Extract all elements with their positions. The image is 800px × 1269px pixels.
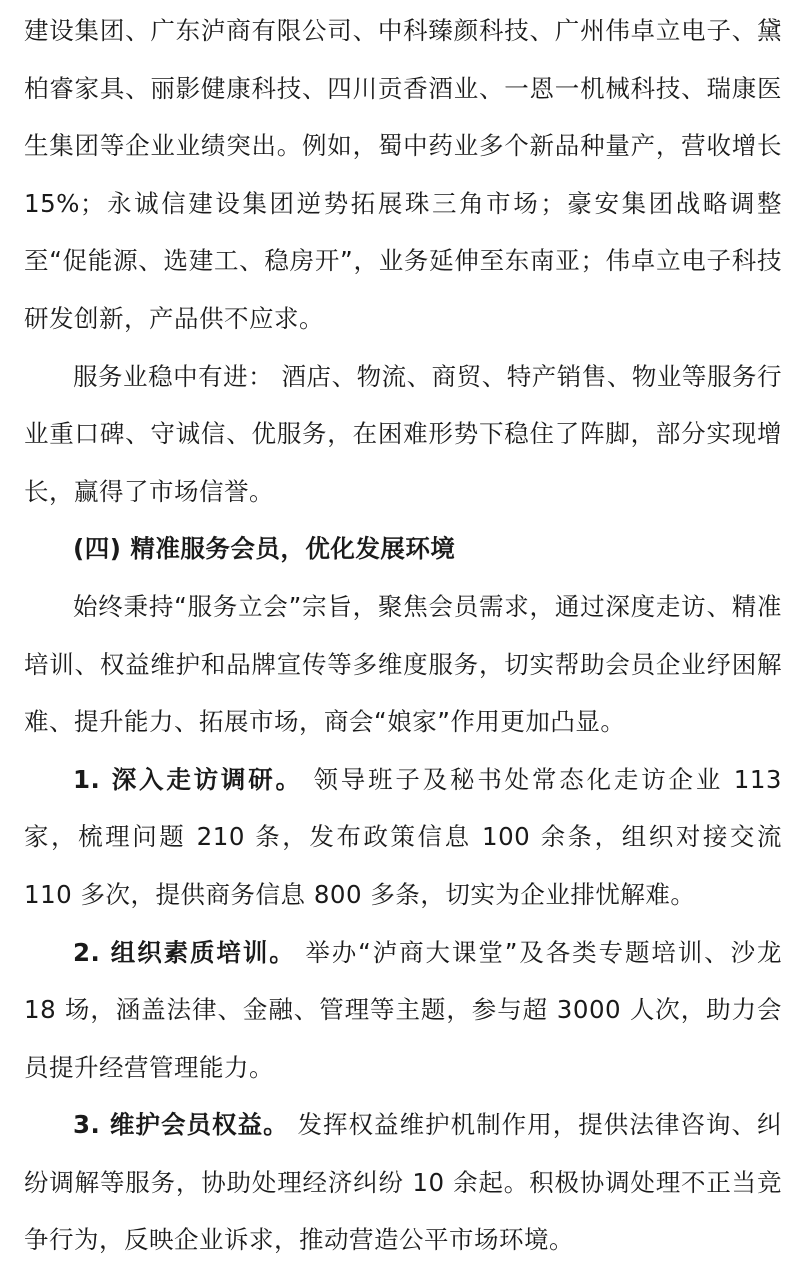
document-page — [24, 2, 782, 1269]
list-item-title: 1. 深入走访调研。 — [73, 764, 303, 794]
list-item-title: 3. 维护会员权益。 — [73, 1110, 289, 1140]
list-item-title: 2. 组织素质培训。 — [73, 937, 296, 967]
paragraph-services: 服务业稳中有进： 酒店、物流、商贸、特产销售、物业等服务行业重口碑、守诚信、优服务，在困难形势下稳住了阵脚，部分实现增长，赢得了市场信誉。 — [24, 361, 782, 506]
list-item-visits — [24, 751, 782, 924]
list-item-rights — [24, 1096, 782, 1269]
list-item-body: 举办“泸商大课堂”及各类专题培训、沙龙 18 场，涵盖法律、金融、管理等主题，参与超 3000 人次，助力会员提升经营管理能力。 — [24, 937, 782, 1082]
section-heading: (四) 精准服务会员，优化发展环境 — [73, 534, 456, 564]
paragraph-enterprises: 建设集团、广东泸商有限公司、中科臻颜科技、广州伟卓立电子、黛柏睿家具、丽影健康科技、四川贡香酒业、一恩一机械科技、瑞康医生集团等企业业绩突出。例如，蜀中药业多个新品种量产，营收增长15%；永诚信建设集团逆势拓展珠三角市场；豪安集团战略调整至“促能源、选建工、稳房开”，业务延伸至东南亚；伟卓立电子科技研发创新，产品供不应求。 — [24, 16, 782, 333]
paragraph-service-members: 始终秉持“服务立会”宗旨，聚焦会员需求，通过深度走访、精准培训、权益维护和品牌宣传等多维度服务，切实帮助会员企业纾困解难、提升能力、拓展市场，商会“娘家”作用更加凸显。 — [24, 591, 782, 737]
list-item-body: 领导班子及秘书处常态化走访企业 113 家，梳理问题 210 条，发布政策信息 100 余条，组织对接交流 110 多次，提供商务信息 800 多条，切实为企业排忧解难。 — [24, 764, 782, 909]
list-item-training — [24, 924, 782, 1097]
list-item-body: 发挥权益维护机制作用，提供法律咨询、纠纷调解等服务，协助处理经济纠纷 10 余起。积极协调处理不正当竞争行为，反映企业诉求，推动营造公平市场环境。 — [24, 1110, 782, 1255]
